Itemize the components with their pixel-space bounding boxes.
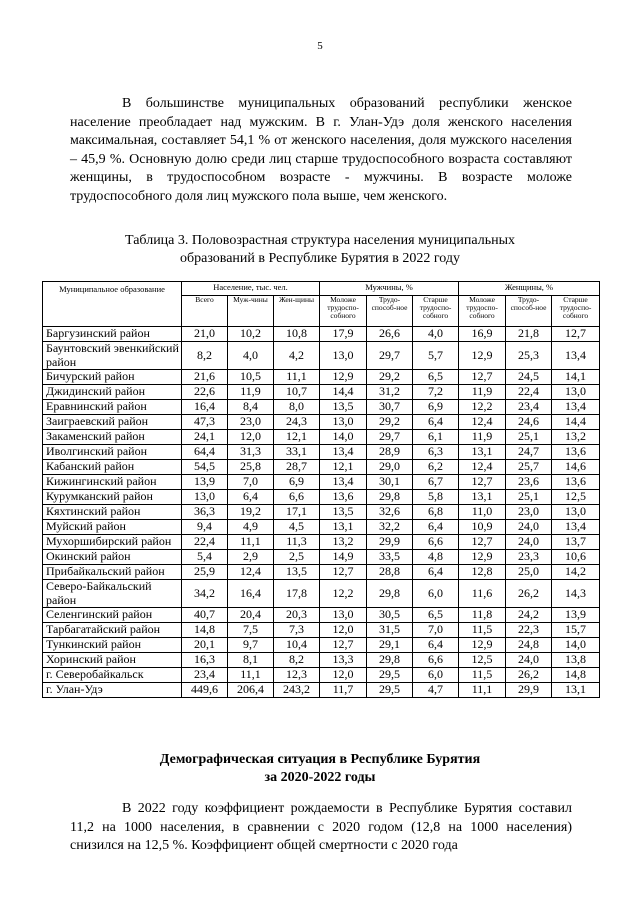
table-cell: 17,9 (320, 327, 367, 342)
table-cell: 12,0 (320, 623, 367, 638)
table-cell: 16,3 (182, 653, 228, 668)
table-cell: 19,2 (228, 505, 274, 520)
municipality-name: Прибайкальский район (43, 565, 182, 580)
table-cell: 11,9 (459, 385, 506, 400)
table-cell: 13,7 (552, 535, 600, 550)
table-row (43, 683, 600, 698)
table-cell: 36,3 (182, 505, 228, 520)
section-heading-line-2: за 2020-2022 годы (264, 770, 376, 785)
table-cell: 12,2 (459, 400, 506, 415)
table-cell: 13,2 (320, 535, 367, 550)
table-cell: 2,5 (274, 550, 320, 565)
table-cell: 23,4 (182, 668, 228, 683)
table-row (43, 415, 600, 430)
municipality-name: г. Улан-Удэ (43, 683, 182, 698)
table-cell: 4,0 (413, 327, 459, 342)
municipality-name: Кабанский район (43, 460, 182, 475)
table-cell: 4,8 (413, 550, 459, 565)
municipality-name: Закаменский район (43, 430, 182, 445)
table-cell: 13,0 (320, 415, 367, 430)
table-row (43, 638, 600, 653)
table-cell: 11,1 (228, 535, 274, 550)
table-cell: 25,1 (506, 430, 552, 445)
table-row (43, 565, 600, 580)
table-cell: 12,7 (552, 327, 600, 342)
table-cell: 21,8 (506, 327, 552, 342)
table-cell: 4,0 (228, 342, 274, 370)
table-cell: 21,6 (182, 370, 228, 385)
municipality-name: Иволгинский район (43, 445, 182, 460)
table-row (43, 535, 600, 550)
table-cell: 23,0 (228, 415, 274, 430)
municipality-name: Кяхтинский район (43, 505, 182, 520)
table-cell: 12,8 (459, 565, 506, 580)
table-cell: 5,4 (182, 550, 228, 565)
table-cell: 10,2 (228, 327, 274, 342)
table-cell: 20,3 (274, 608, 320, 623)
table-cell: 13,0 (320, 608, 367, 623)
table-cell: 6,8 (413, 505, 459, 520)
table-cell: 11,9 (459, 430, 506, 445)
table-cell: 15,7 (552, 623, 600, 638)
table-cell: 25,0 (506, 565, 552, 580)
table-cell: 32,2 (367, 520, 413, 535)
table-cell: 4,5 (274, 520, 320, 535)
table-cell: 17,8 (274, 580, 320, 608)
table-cell: 24,7 (506, 445, 552, 460)
table-cell: 12,9 (459, 550, 506, 565)
table-cell: 10,6 (552, 550, 600, 565)
header-men-working: Трудо-способ-ное (367, 296, 413, 327)
table-cell: 6,4 (413, 415, 459, 430)
table-cell: 9,7 (228, 638, 274, 653)
table-cell: 14,3 (552, 580, 600, 608)
table-cell: 14,4 (320, 385, 367, 400)
table-cell: 11,6 (459, 580, 506, 608)
header-women-count: Жен-щины (274, 296, 320, 327)
municipality-name: Муйский район (43, 520, 182, 535)
table-cell: 6,5 (413, 370, 459, 385)
table-cell: 6,0 (413, 580, 459, 608)
table-row (43, 653, 600, 668)
table-cell: 10,4 (274, 638, 320, 653)
table-cell: 6,0 (413, 668, 459, 683)
table-cell: 22,4 (506, 385, 552, 400)
table-cell: 13,6 (552, 475, 600, 490)
table-cell: 24,6 (506, 415, 552, 430)
table-cell: 23,6 (506, 475, 552, 490)
table-cell: 6,6 (413, 535, 459, 550)
table-cell: 54,5 (182, 460, 228, 475)
table-cell: 31,3 (228, 445, 274, 460)
table-cell: 21,0 (182, 327, 228, 342)
population-structure-table (42, 281, 600, 698)
table-row (43, 580, 600, 608)
table-title-line-2: образований в Республике Бурятия в 2022 году (179, 251, 461, 266)
municipality-name: Северо-Байкальский район (43, 580, 182, 608)
table-cell: 10,9 (459, 520, 506, 535)
table-cell: 11,0 (459, 505, 506, 520)
table-cell: 29,2 (367, 415, 413, 430)
table-cell: 25,3 (506, 342, 552, 370)
table-cell: 24,0 (506, 520, 552, 535)
municipality-name: Окинский район (43, 550, 182, 565)
table-cell: 11,7 (320, 683, 367, 698)
table-cell: 31,5 (367, 623, 413, 638)
table-cell: 29,9 (506, 683, 552, 698)
table-title-line-1: Таблица 3. Половозрастная структура населения муниципальных (125, 233, 515, 248)
table-row (43, 520, 600, 535)
table-cell: 11,5 (459, 623, 506, 638)
header-women-young: Моложе трудоспо-собного (459, 296, 506, 327)
table-cell: 8,2 (182, 342, 228, 370)
table-cell: 13,0 (552, 385, 600, 400)
table-cell: 243,2 (274, 683, 320, 698)
table-cell: 12,9 (320, 370, 367, 385)
page-number: 5 (317, 40, 323, 52)
table-cell: 13,3 (320, 653, 367, 668)
table-cell: 12,7 (320, 638, 367, 653)
table-cell: 6,1 (413, 430, 459, 445)
table-cell: 47,3 (182, 415, 228, 430)
table-cell: 6,6 (274, 490, 320, 505)
municipality-name: Баргузинский район (43, 327, 182, 342)
table-cell: 14,2 (552, 565, 600, 580)
table-cell: 29,9 (367, 535, 413, 550)
table-cell: 12,7 (459, 475, 506, 490)
municipality-name: Селенгинский район (43, 608, 182, 623)
table-cell: 26,6 (367, 327, 413, 342)
table-cell: 13,1 (459, 445, 506, 460)
table-body (43, 327, 600, 698)
table-cell: 12,1 (274, 430, 320, 445)
table-cell: 6,4 (413, 520, 459, 535)
header-men-old: Старше трудоспо-собного (413, 296, 459, 327)
table-cell: 206,4 (228, 683, 274, 698)
table-cell: 32,6 (367, 505, 413, 520)
header-women-group: Женщины, % (459, 282, 600, 296)
table-cell: 7,3 (274, 623, 320, 638)
table-cell: 28,9 (367, 445, 413, 460)
table-cell: 26,2 (506, 668, 552, 683)
table-cell: 12,9 (459, 342, 506, 370)
table-cell: 13,4 (320, 445, 367, 460)
table-cell: 6,3 (413, 445, 459, 460)
table-cell: 13,9 (552, 608, 600, 623)
table-cell: 11,1 (274, 370, 320, 385)
table-cell: 11,5 (459, 668, 506, 683)
municipality-name: Заиграевский район (43, 415, 182, 430)
table-cell: 13,1 (320, 520, 367, 535)
table-cell: 29,2 (367, 370, 413, 385)
table-row (43, 400, 600, 415)
table-cell: 12,1 (320, 460, 367, 475)
table-cell: 30,1 (367, 475, 413, 490)
table-cell: 12,7 (459, 535, 506, 550)
table-cell: 7,0 (413, 623, 459, 638)
table-cell: 12,4 (459, 415, 506, 430)
table-cell: 12,0 (228, 430, 274, 445)
table-cell: 10,5 (228, 370, 274, 385)
table-cell: 14,6 (552, 460, 600, 475)
table-cell: 26,2 (506, 580, 552, 608)
table-cell: 13,4 (552, 342, 600, 370)
header-municipality: Муниципальное образование (43, 282, 182, 327)
table-cell: 14,0 (552, 638, 600, 653)
table-title (60, 232, 580, 268)
table-cell: 64,4 (182, 445, 228, 460)
table-cell: 20,1 (182, 638, 228, 653)
table-cell: 14,1 (552, 370, 600, 385)
municipality-name: Тарбагатайский район (43, 623, 182, 638)
table-cell: 11,9 (228, 385, 274, 400)
table-cell: 34,2 (182, 580, 228, 608)
table-row (43, 668, 600, 683)
table-cell: 5,7 (413, 342, 459, 370)
table-cell: 6,9 (413, 400, 459, 415)
table-cell: 12,2 (320, 580, 367, 608)
table-cell: 6,4 (413, 638, 459, 653)
table-cell: 11,1 (459, 683, 506, 698)
table-row (43, 505, 600, 520)
table-cell: 6,2 (413, 460, 459, 475)
table-cell: 6,4 (413, 565, 459, 580)
table-cell: 13,4 (552, 520, 600, 535)
table-cell: 13,4 (320, 475, 367, 490)
table-cell: 23,3 (506, 550, 552, 565)
table-row (43, 370, 600, 385)
table-cell: 13,1 (459, 490, 506, 505)
table-cell: 10,8 (274, 327, 320, 342)
table-cell: 33,1 (274, 445, 320, 460)
table-cell: 33,5 (367, 550, 413, 565)
table-cell: 12,7 (459, 370, 506, 385)
table-cell: 22,6 (182, 385, 228, 400)
table-cell: 29,1 (367, 638, 413, 653)
table-row (43, 460, 600, 475)
table-cell: 22,4 (182, 535, 228, 550)
table-row (43, 327, 600, 342)
table-cell: 24,3 (274, 415, 320, 430)
municipality-name: Баунтовский эвенкийский район (43, 342, 182, 370)
header-population-group: Население, тыс. чел. (182, 282, 320, 296)
table-cell: 6,7 (413, 475, 459, 490)
table-cell: 29,8 (367, 580, 413, 608)
table-cell: 13,5 (320, 400, 367, 415)
section-heading (60, 751, 580, 787)
table-row (43, 490, 600, 505)
table-cell: 13,0 (320, 342, 367, 370)
table-cell: 12,5 (552, 490, 600, 505)
table-cell: 24,2 (506, 608, 552, 623)
table-cell: 31,2 (367, 385, 413, 400)
table-cell: 13,2 (552, 430, 600, 445)
table-cell: 25,9 (182, 565, 228, 580)
table-cell: 25,7 (506, 460, 552, 475)
header-women-working: Трудо-способ-ное (506, 296, 552, 327)
table-cell: 29,8 (367, 490, 413, 505)
table-row (43, 550, 600, 565)
birth-rate-paragraph: В 2022 году коэффициент рождаемости в Республике Бурятия составил 11,2 на 1000 населения, в сравнении с 2020 годом (12,8 на 1000 населения) снизился на 12,5 %. Коэффициент общей смертности с 2020 года (70, 801, 572, 853)
table-cell: 28,8 (367, 565, 413, 580)
table-row (43, 342, 600, 370)
table-cell: 12,4 (228, 565, 274, 580)
table-cell: 23,0 (506, 505, 552, 520)
table-row (43, 623, 600, 638)
table-cell: 29,5 (367, 668, 413, 683)
table-cell: 16,4 (228, 580, 274, 608)
table-cell: 14,9 (320, 550, 367, 565)
table-cell: 24,5 (506, 370, 552, 385)
table-cell: 8,0 (274, 400, 320, 415)
table-cell: 4,2 (274, 342, 320, 370)
table-cell: 22,3 (506, 623, 552, 638)
table-cell: 10,7 (274, 385, 320, 400)
table-cell: 8,1 (228, 653, 274, 668)
intro-paragraph: В большинстве муниципальных образований республики женское население преобладает над мужским. В г. Улан-Удэ доля женского населения максимальная, составляет 54,1 % от женского населения, доля мужского населения – 45,9 %. Основную долю среди лиц старше трудоспособного возраста составляют женщины, в трудоспособном возрасте - мужчины. В возрасте моложе трудоспособного доля лиц мужского пола выше, чем женского. (70, 96, 572, 204)
table-cell: 29,8 (367, 653, 413, 668)
table-cell: 13,0 (552, 505, 600, 520)
table-cell: 24,0 (506, 653, 552, 668)
table-cell: 12,4 (459, 460, 506, 475)
municipality-name: Еравнинский район (43, 400, 182, 415)
table-cell: 13,6 (552, 445, 600, 460)
table-cell: 11,8 (459, 608, 506, 623)
table-cell: 12,7 (320, 565, 367, 580)
table-cell: 23,4 (506, 400, 552, 415)
table-cell: 13,5 (274, 565, 320, 580)
header-men-young: Моложе трудоспо-собного (320, 296, 367, 327)
table-cell: 6,4 (228, 490, 274, 505)
table-cell: 29,0 (367, 460, 413, 475)
table-cell: 5,8 (413, 490, 459, 505)
municipality-name: Хоринский район (43, 653, 182, 668)
table-cell: 6,9 (274, 475, 320, 490)
table-cell: 14,8 (182, 623, 228, 638)
table-row (43, 385, 600, 400)
table-cell: 25,8 (228, 460, 274, 475)
table-cell: 24,1 (182, 430, 228, 445)
table-cell: 6,5 (413, 608, 459, 623)
table-cell: 30,5 (367, 608, 413, 623)
table-cell: 12,0 (320, 668, 367, 683)
table-cell: 14,0 (320, 430, 367, 445)
table-cell: 449,6 (182, 683, 228, 698)
header-men-count: Муж-чины (228, 296, 274, 327)
table-cell: 7,5 (228, 623, 274, 638)
municipality-name: Бичурский район (43, 370, 182, 385)
table-cell: 13,8 (552, 653, 600, 668)
municipality-name: г. Северобайкальск (43, 668, 182, 683)
table-cell: 8,2 (274, 653, 320, 668)
table-cell: 16,4 (182, 400, 228, 415)
table-cell: 8,4 (228, 400, 274, 415)
municipality-name: Джидинский район (43, 385, 182, 400)
header-men-group: Мужчины, % (320, 282, 459, 296)
table-cell: 9,4 (182, 520, 228, 535)
header-women-old: Старше трудоспо-собного (552, 296, 600, 327)
municipality-name: Курумканский район (43, 490, 182, 505)
table-cell: 12,3 (274, 668, 320, 683)
table-row (43, 475, 600, 490)
table-cell: 11,3 (274, 535, 320, 550)
table-cell: 13,0 (182, 490, 228, 505)
header-total: Всего (182, 296, 228, 327)
table-cell: 16,9 (459, 327, 506, 342)
table-cell: 11,1 (228, 668, 274, 683)
table-cell: 7,2 (413, 385, 459, 400)
table-cell: 17,1 (274, 505, 320, 520)
table-row (43, 445, 600, 460)
table-cell: 24,0 (506, 535, 552, 550)
table-cell: 6,6 (413, 653, 459, 668)
table-cell: 13,4 (552, 400, 600, 415)
section-heading-line-1: Демографическая ситуация в Республике Бурятия (159, 752, 481, 767)
table-cell: 24,8 (506, 638, 552, 653)
table-cell: 2,9 (228, 550, 274, 565)
municipality-name: Кижингинский район (43, 475, 182, 490)
table-cell: 30,7 (367, 400, 413, 415)
table-cell: 29,7 (367, 430, 413, 445)
table-cell: 4,9 (228, 520, 274, 535)
municipality-name: Мухоршибирский район (43, 535, 182, 550)
table-row (43, 608, 600, 623)
table-cell: 7,0 (228, 475, 274, 490)
table-cell: 28,7 (274, 460, 320, 475)
table-row (43, 430, 600, 445)
table-cell: 4,7 (413, 683, 459, 698)
table-cell: 12,9 (459, 638, 506, 653)
table-cell: 25,1 (506, 490, 552, 505)
table-cell: 14,4 (552, 415, 600, 430)
table-cell: 13,9 (182, 475, 228, 490)
table-cell: 13,5 (320, 505, 367, 520)
table-cell: 40,7 (182, 608, 228, 623)
table-cell: 20,4 (228, 608, 274, 623)
table-cell: 29,7 (367, 342, 413, 370)
table-cell: 14,8 (552, 668, 600, 683)
table-cell: 13,1 (552, 683, 600, 698)
municipality-name: Тункинский район (43, 638, 182, 653)
table-cell: 13,6 (320, 490, 367, 505)
table-cell: 12,5 (459, 653, 506, 668)
table-cell: 29,5 (367, 683, 413, 698)
